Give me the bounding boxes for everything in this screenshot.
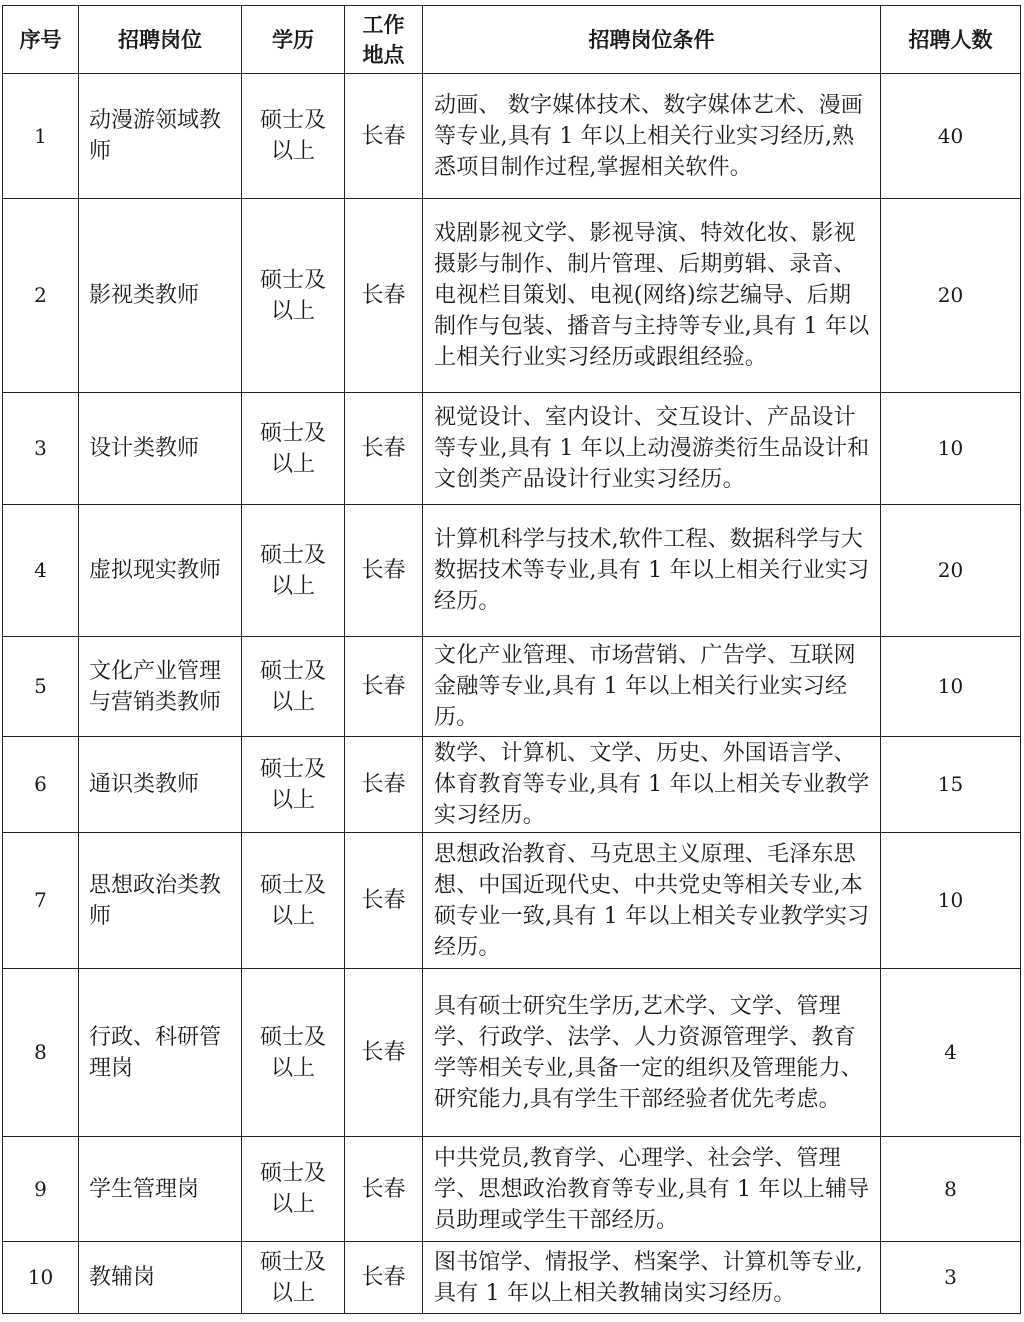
row-requirements: 中共党员,教育学、心理学、社会学、管理学、思想政治教育等专业,具有 1 年以上辅导员助理或学生干部经历。 [423, 1137, 881, 1242]
row-index: 3 [3, 393, 79, 505]
row-education: 硕士及以上 [242, 737, 345, 833]
row-index: 5 [3, 637, 79, 737]
row-position: 影视类教师 [79, 199, 242, 393]
row-count: 15 [881, 737, 1021, 833]
row-position: 教辅岗 [79, 1242, 242, 1314]
row-education: 硕士及以上 [242, 1137, 345, 1242]
row-position: 思想政治类教师 [79, 833, 242, 969]
row-location: 长春 [345, 637, 423, 737]
row-requirements: 动画、 数字媒体技术、数字媒体艺术、漫画等专业,具有 1 年以上相关行业实习经历,熟悉项目制作过程,掌握相关软件。 [423, 74, 881, 199]
row-index: 1 [3, 74, 79, 199]
row-requirements: 数学、计算机、文学、历史、外国语言学、体育教育等专业,具有 1 年以上相关专业教学实习经历。 [423, 737, 881, 833]
row-location: 长春 [345, 393, 423, 505]
row-location: 长春 [345, 737, 423, 833]
row-education: 硕士及以上 [242, 1242, 345, 1314]
row-index: 9 [3, 1137, 79, 1242]
recruitment-table [2, 5, 1021, 1314]
row-education: 硕士及以上 [242, 393, 345, 505]
header-position: 招聘岗位 [79, 6, 242, 74]
table-row [3, 199, 1021, 393]
row-index: 2 [3, 199, 79, 393]
row-position: 设计类教师 [79, 393, 242, 505]
row-location: 长春 [345, 1137, 423, 1242]
row-location: 长春 [345, 833, 423, 969]
row-requirements: 计算机科学与技术,软件工程、数据科学与大数据技术等专业,具有 1 年以上相关行业实习经历。 [423, 505, 881, 637]
row-count: 8 [881, 1137, 1021, 1242]
table-row [3, 74, 1021, 199]
row-count: 20 [881, 505, 1021, 637]
header-row [3, 6, 1021, 74]
row-education: 硕士及以上 [242, 969, 345, 1137]
header-index: 序号 [3, 6, 79, 74]
row-index: 8 [3, 969, 79, 1137]
row-position: 通识类教师 [79, 737, 242, 833]
row-index: 7 [3, 833, 79, 969]
row-index: 4 [3, 505, 79, 637]
row-count: 4 [881, 969, 1021, 1137]
row-position: 动漫游领域教师 [79, 74, 242, 199]
row-location: 长春 [345, 1242, 423, 1314]
row-position: 行政、科研管理岗 [79, 969, 242, 1137]
row-requirements: 具有硕士研究生学历,艺术学、文学、管理学、行政学、法学、人力资源管理学、教育学等相关专业,具备一定的组织及管理能力、研究能力,具有学生干部经验者优先考虑。 [423, 969, 881, 1137]
row-count: 10 [881, 833, 1021, 969]
row-education: 硕士及以上 [242, 833, 345, 969]
row-requirements: 思想政治教育、马克思主义原理、毛泽东思想、中国近现代史、中共党史等相关专业,本硕专业一致,具有 1 年以上相关专业教学实习经历。 [423, 833, 881, 969]
row-education: 硕士及以上 [242, 199, 345, 393]
table-row [3, 637, 1021, 737]
row-requirements: 戏剧影视文学、影视导演、特效化妆、影视摄影与制作、制片管理、后期剪辑、录音、电视栏目策划、电视(网络)综艺编导、后期制作与包装、播音与主持等专业,具有 1 年以上相关行业实习经历或跟组经验。 [423, 199, 881, 393]
row-education: 硕士及以上 [242, 637, 345, 737]
row-requirements: 图书馆学、情报学、档案学、计算机等专业,具有 1 年以上相关教辅岗实习经历。 [423, 1242, 881, 1314]
row-location: 长春 [345, 74, 423, 199]
row-count: 3 [881, 1242, 1021, 1314]
row-count: 10 [881, 637, 1021, 737]
row-requirements: 视觉设计、室内设计、交互设计、产品设计等专业,具有 1 年以上动漫游类衍生品设计和文创类产品设计行业实习经历。 [423, 393, 881, 505]
row-location: 长春 [345, 969, 423, 1137]
row-count: 10 [881, 393, 1021, 505]
table-row [3, 393, 1021, 505]
row-location: 长春 [345, 199, 423, 393]
row-count: 40 [881, 74, 1021, 199]
header-count: 招聘人数 [881, 6, 1021, 74]
row-index: 6 [3, 737, 79, 833]
table-row [3, 505, 1021, 637]
table-row [3, 833, 1021, 969]
header-requirements: 招聘岗位条件 [423, 6, 881, 74]
header-education: 学历 [242, 6, 345, 74]
row-index: 10 [3, 1242, 79, 1314]
table-row [3, 969, 1021, 1137]
row-position: 虚拟现实教师 [79, 505, 242, 637]
row-count: 20 [881, 199, 1021, 393]
row-position: 学生管理岗 [79, 1137, 242, 1242]
row-location: 长春 [345, 505, 423, 637]
header-location: 工作地点 [345, 6, 423, 74]
table-row [3, 1137, 1021, 1242]
table-row [3, 1242, 1021, 1314]
row-education: 硕士及以上 [242, 505, 345, 637]
row-position: 文化产业管理与营销类教师 [79, 637, 242, 737]
row-education: 硕士及以上 [242, 74, 345, 199]
row-requirements: 文化产业管理、市场营销、广告学、互联网金融等专业,具有 1 年以上相关行业实习经历。 [423, 637, 881, 737]
table-row [3, 737, 1021, 833]
